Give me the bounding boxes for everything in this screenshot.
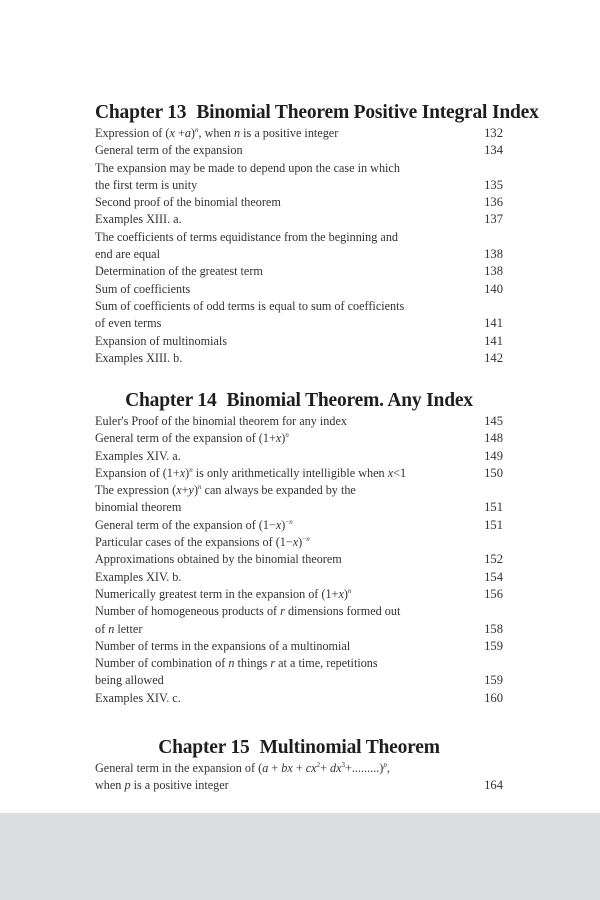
chapter-15 [95, 736, 503, 795]
page-number: 151 [484, 500, 503, 515]
toc-entry[interactable] [95, 125, 503, 142]
entry-text: General term in the expansion of (a + bx + $cx^2+ dx^3+.........)^p$, when p is a positive integer [95, 761, 390, 793]
page-number: 164 [484, 778, 503, 793]
toc-entry[interactable] [95, 760, 503, 795]
entry-text: Expansion of $(1+x)^n$ is only arithmetically intelligible when x<1 [95, 465, 407, 480]
toc-entry[interactable] [95, 551, 503, 568]
toc-entry[interactable] [95, 534, 503, 551]
page-number: 159 [484, 638, 503, 653]
entry-text: Numerically greatest term in the expansion of $(1+x)^n$ [95, 586, 352, 601]
chapter-title: Binomial Theorem Positive Integral Index [196, 102, 539, 123]
toc-entry[interactable] [95, 413, 503, 430]
toc-entry[interactable] [95, 229, 503, 264]
page-number: 150 [484, 465, 503, 480]
entry-text: The expression $(x+y)^n$ can always be expanded by the binomial theorem [95, 483, 356, 515]
toc-entry[interactable] [95, 298, 503, 333]
entry-text: Number of homogeneous products of r dimensions formed out of n letter [95, 604, 401, 636]
page-number: 137 [484, 212, 503, 227]
toc-entry[interactable] [95, 350, 503, 367]
page-number: 154 [484, 569, 503, 584]
page-number: 138 [484, 264, 503, 279]
page-number: 141 [484, 333, 503, 348]
entry-text: Euler's Proof of the binomial theorem for any index [95, 414, 347, 428]
entry-text: Approximations obtained by the binomial theorem [95, 552, 342, 567]
entry-text: Number of terms in the expansions of a multinomial [95, 638, 351, 653]
page-number: 159 [484, 673, 503, 688]
toc-entry[interactable] [95, 448, 503, 465]
toc-entry[interactable] [95, 482, 503, 517]
page-number: 134 [484, 143, 503, 158]
chapter-number: Chapter 15 [158, 737, 250, 758]
toc-entry[interactable] [95, 465, 503, 482]
toc-entry[interactable] [95, 690, 503, 707]
entry-text: General term of the expansion of $(1+x)^n$ [95, 431, 289, 446]
toc-entry[interactable] [95, 263, 503, 280]
toc-entry[interactable] [95, 517, 503, 534]
page-number: 135 [484, 177, 503, 192]
entry-text: The coefficients of terms equidistance from the beginning and end are equal [95, 229, 399, 262]
entry-text: Examples XIII. b. [95, 350, 183, 365]
toc-entry[interactable] [95, 638, 503, 655]
toc-entry[interactable] [95, 142, 503, 159]
page-number: 142 [484, 350, 503, 365]
chapter-heading [95, 736, 503, 760]
page-number: 136 [484, 195, 503, 210]
chapter-title: Binomial Theorem. Any Index [226, 390, 473, 411]
chapter-number: Chapter 14 [125, 390, 217, 411]
chapter-title: Multinomial Theorem [259, 737, 440, 758]
entry-text: Examples XIV. c. [95, 690, 181, 705]
toc-entry[interactable] [95, 160, 503, 195]
toc-entry[interactable] [95, 655, 503, 690]
page-number: 156 [484, 586, 503, 601]
entry-text: Examples XIV. a. [95, 448, 181, 463]
entry-text: Examples XIII. a. [95, 212, 182, 227]
toc-entry[interactable] [95, 586, 503, 603]
toc-entry[interactable] [95, 281, 503, 298]
chapter-heading [95, 389, 503, 413]
page-number: 151 [484, 517, 503, 532]
page-number: 140 [484, 281, 503, 296]
entry-text: Determination of the greatest term [95, 264, 263, 279]
page-number: 148 [484, 431, 503, 446]
toc-entry[interactable] [95, 430, 503, 447]
page-number: 141 [484, 316, 503, 331]
entry-text: Sum of coefficients of odd terms is equal to sum of coefficients of even terms [95, 298, 405, 331]
entry-text: General term of the expansion [95, 143, 243, 158]
entry-text: The expansion may be made to depend upon the case in which the first term is unity [95, 160, 400, 192]
chapter-number: Chapter 13 [95, 102, 187, 123]
entry-text: Number of combination of n things r at a time, repetitions being allowed [95, 656, 378, 688]
page-number: 152 [484, 552, 503, 567]
chapter-13 [95, 101, 539, 367]
toc-entry[interactable] [95, 603, 503, 638]
toc-entry[interactable] [95, 194, 503, 211]
toc-entry[interactable] [95, 211, 503, 228]
toc-entry[interactable] [95, 333, 503, 350]
viewer-background [0, 813, 600, 900]
entry-text: Particular cases of the expansions of $(1-x)^{-n}$ [95, 535, 310, 550]
entry-text: Expression of $(x +a)^n$, when n is a positive integer [95, 126, 339, 140]
entry-text: Sum of coefficients [95, 281, 191, 296]
page-number: 138 [484, 247, 503, 262]
page-number: 160 [484, 690, 503, 705]
toc-entry[interactable] [95, 569, 503, 586]
entry-text: Expansion of multinomials [95, 333, 228, 348]
page-number: 149 [484, 448, 503, 463]
entry-text: General term of the expansion of $(1-x)^{-n}$ [95, 517, 293, 532]
entry-text: Second proof of the binomial theorem [95, 195, 281, 210]
page-number: 158 [484, 621, 503, 636]
chapter-14 [95, 389, 503, 707]
entry-text: Examples XIV. b. [95, 569, 182, 584]
page-number: 132 [484, 126, 503, 140]
chapter-heading [95, 101, 539, 125]
page-number: 145 [484, 414, 503, 428]
